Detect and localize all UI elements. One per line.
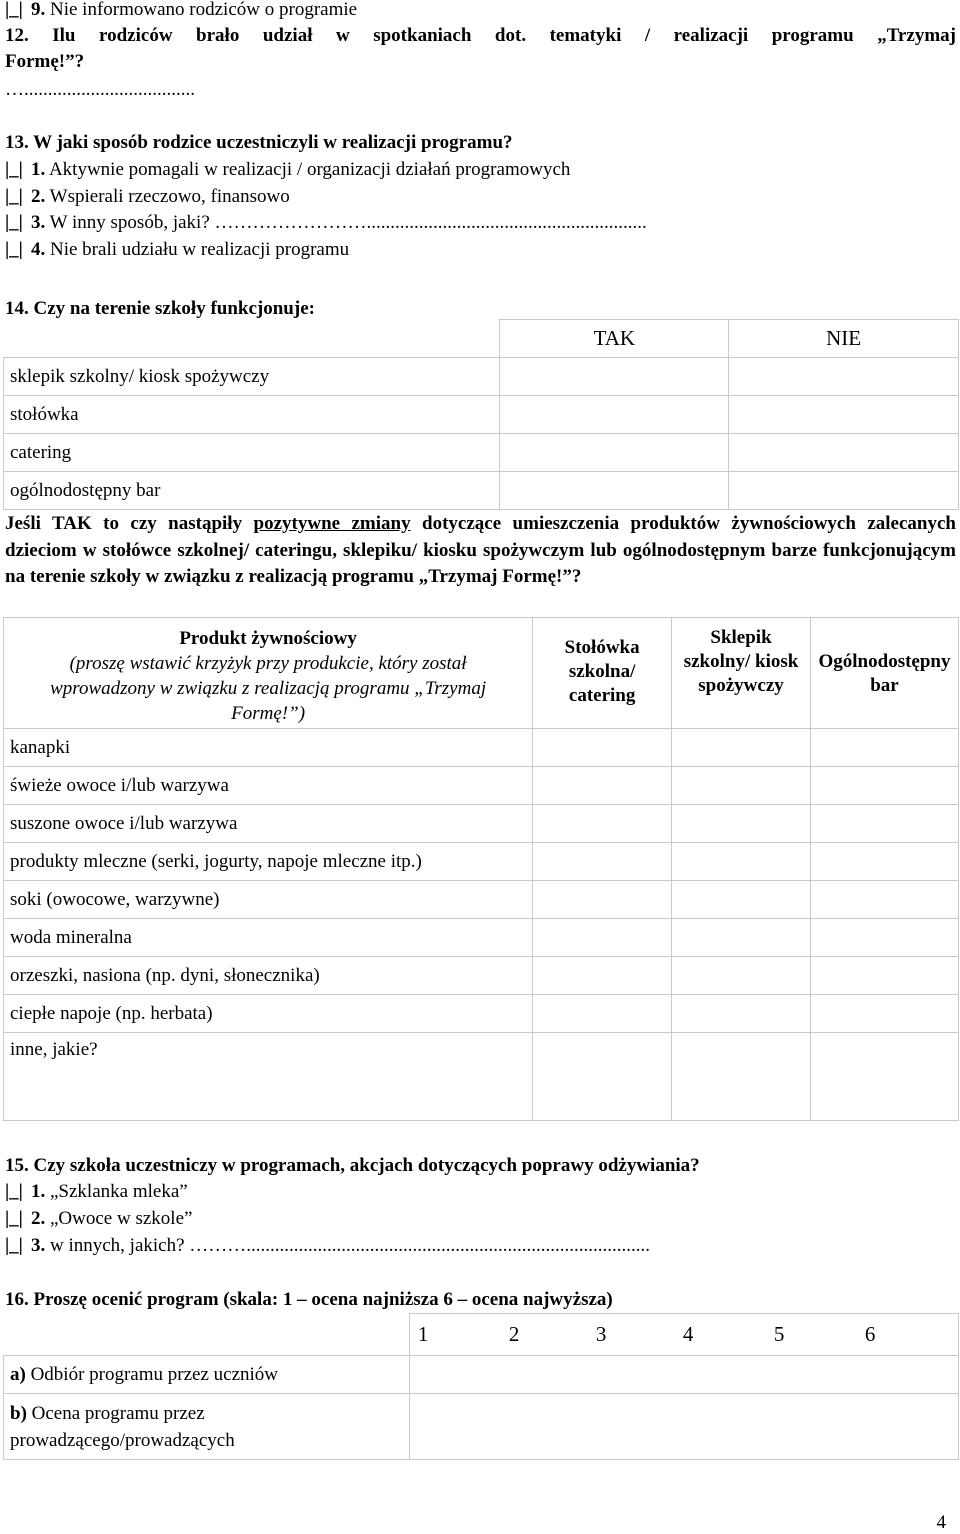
cell-canteen[interactable] [533, 843, 672, 881]
product-label: suszone owoce i/lub warzywa [4, 805, 533, 843]
product-label: soki (owocowe, warzywne) [4, 881, 533, 919]
cell-canteen[interactable] [533, 1033, 672, 1121]
cell-canteen[interactable] [533, 957, 672, 995]
option-number: 1. [31, 1181, 46, 1202]
option-number: 9. [31, 0, 46, 20]
cell-canteen[interactable] [533, 767, 672, 805]
q12-answer-dots[interactable]: ….................................... [5, 79, 195, 100]
q15-option-2 [5, 1207, 192, 1231]
header-product [4, 618, 533, 729]
row-label: catering [4, 434, 500, 472]
header-title: Produkt żywnościowy [179, 628, 357, 649]
checkbox-marker[interactable]: |_| [5, 1235, 23, 1256]
option-number: 2. [31, 186, 46, 207]
product-row [4, 843, 959, 881]
cell-shop[interactable] [672, 729, 811, 767]
product-row [4, 729, 959, 767]
q13-option-3 [5, 211, 647, 235]
option-number: 3. [31, 212, 46, 233]
cell-shop[interactable] [672, 1033, 811, 1121]
cell-bar[interactable] [810, 881, 958, 919]
row-text: Ocena programu przez prowadzącego/prowadzących [10, 1402, 235, 1451]
product-label: inne, jakie? [4, 1033, 533, 1121]
cell-no[interactable] [729, 396, 959, 434]
cell-shop[interactable] [672, 995, 811, 1033]
product-label: produkty mleczne (serki, jogurty, napoje mleczne itp.) [4, 843, 533, 881]
product-label: kanapki [4, 729, 533, 767]
product-label: woda mineralna [4, 919, 533, 957]
product-row [4, 995, 959, 1033]
cell-no[interactable] [729, 358, 959, 396]
cell-shop[interactable] [672, 957, 811, 995]
cell-canteen[interactable] [533, 805, 672, 843]
product-row [4, 767, 959, 805]
cell-shop[interactable] [672, 805, 811, 843]
option-text: Nie informowano rodziców o programie [50, 0, 358, 20]
cell-yes[interactable] [500, 434, 729, 472]
product-row [4, 919, 959, 957]
q13-option-1 [5, 158, 570, 182]
row-text: Odbiór programu przez uczniów [30, 1363, 279, 1385]
q14-row [4, 434, 959, 472]
paragraph-underlined: pozytywne zmiany [253, 513, 411, 534]
row-letter: a) [10, 1363, 26, 1385]
checkbox-marker[interactable]: |_| [5, 1208, 23, 1229]
cell-shop[interactable] [672, 843, 811, 881]
cell-shop[interactable] [672, 919, 811, 957]
cell-yes[interactable] [500, 472, 729, 510]
scale-value[interactable]: 5 [773, 1322, 785, 1346]
scale-value[interactable]: 2 [508, 1322, 520, 1346]
option-text: Aktywnie pomagali w realizacji / organizacji działań programowych [48, 159, 571, 180]
scale-value[interactable]: 1 [417, 1322, 429, 1346]
q16-row-label [4, 1356, 410, 1394]
cell-bar[interactable] [810, 995, 958, 1033]
q12-question [5, 23, 956, 75]
cell-yes[interactable] [500, 358, 729, 396]
checkbox-marker[interactable]: |_| [5, 159, 23, 180]
products-header-row [4, 618, 959, 729]
option-number: 3. [31, 1235, 46, 1256]
row-letter: b) [10, 1402, 27, 1424]
scale-cell [409, 1314, 958, 1356]
q15-option-3 [5, 1234, 650, 1258]
page-number: 4 [936, 1512, 946, 1533]
q16-row [4, 1394, 959, 1460]
col-no: NIE [729, 320, 959, 358]
q16-table [3, 1313, 959, 1460]
q16-row-label [4, 1394, 410, 1460]
checkbox-marker[interactable]: |_| [5, 0, 23, 20]
q16-rating-cell[interactable] [409, 1394, 958, 1460]
q16-rating-cell[interactable] [409, 1356, 958, 1394]
scale-value[interactable]: 4 [682, 1322, 694, 1346]
q13-option-2 [5, 185, 290, 209]
q14-row [4, 472, 959, 510]
followup-paragraph [5, 511, 956, 591]
q16-header-empty [4, 1314, 410, 1356]
col-canteen: Stołówka szkolna/ catering [533, 618, 672, 729]
row-label: ogólnodostępny bar [4, 472, 500, 510]
q16-scale-row [4, 1314, 959, 1356]
product-label: orzeszki, nasiona (np. dyni, słonecznika) [4, 957, 533, 995]
header-note: (proszę wstawić krzyżyk przy produkcie, który został wprowadzony w związku z realizacją programu „Trzymaj Formę!”) [50, 653, 487, 724]
checkbox-marker[interactable]: |_| [5, 212, 23, 233]
q16-row [4, 1356, 959, 1394]
q14-row [4, 396, 959, 434]
q16-question: 16. Proszę ocenić program (skala: 1 – ocena najniższa 6 – ocena najwyższa) [5, 1289, 613, 1310]
cell-no[interactable] [729, 434, 959, 472]
product-row [4, 805, 959, 843]
q12-line2: Formę!”? [5, 51, 85, 72]
scale-value[interactable]: 6 [864, 1322, 876, 1346]
product-label: ciepłe napoje (np. herbata) [4, 995, 533, 1033]
q14-header-row [4, 320, 959, 358]
q14-header-empty [4, 320, 500, 358]
option-text: Wspierali rzeczowo, finansowo [49, 186, 290, 207]
col-bar: Ogólnodostępny bar [810, 618, 958, 729]
cell-shop[interactable] [672, 881, 811, 919]
cell-yes[interactable] [500, 396, 729, 434]
scale-value[interactable]: 3 [595, 1322, 607, 1346]
cell-bar[interactable] [810, 805, 958, 843]
option-text: w innych, jakich? ………..................................................................................... [50, 1235, 651, 1256]
option-text: „Szklanka mleka” [50, 1181, 188, 1202]
option-number: 4. [31, 239, 46, 260]
cell-bar[interactable] [810, 767, 958, 805]
option-text: „Owoce w szkole” [50, 1208, 193, 1229]
col-shop: Sklepik szkolny/ kiosk spożywczy [672, 618, 811, 729]
option-number: 2. [31, 1208, 46, 1229]
checkbox-marker[interactable]: |_| [5, 239, 23, 260]
q14-table [3, 319, 959, 510]
cell-bar[interactable] [810, 919, 958, 957]
products-table [3, 617, 959, 1121]
option-text: W inny sposób, jaki? ……………………........................................................... [49, 212, 647, 233]
q14-question: 14. Czy na terenie szkoły funkcjonuje: [5, 298, 315, 319]
cell-bar[interactable] [810, 729, 958, 767]
q9-option [5, 0, 357, 22]
q12-line1: 12. Ilu rodziców brało udział w spotkaniach dot. tematyki / realizacji programu „Trzymaj [5, 25, 956, 46]
option-text: Nie brali udziału w realizacji programu [50, 239, 350, 260]
cell-no[interactable] [729, 472, 959, 510]
row-label: sklepik szkolny/ kiosk spożywczy [4, 358, 500, 396]
paragraph-part-1: Jeśli TAK to czy nastąpiły [5, 513, 254, 534]
option-number: 1. [31, 159, 46, 180]
product-label: świeże owoce i/lub warzywa [4, 767, 533, 805]
cell-bar[interactable] [810, 1033, 958, 1121]
cell-canteen[interactable] [533, 729, 672, 767]
checkbox-marker[interactable]: |_| [5, 1181, 23, 1202]
product-row [4, 881, 959, 919]
q15-question: 15. Czy szkoła uczestniczy w programach, akcjach dotyczących poprawy odżywiania? [5, 1155, 700, 1176]
cell-canteen[interactable] [533, 995, 672, 1033]
q13-question: 13. W jaki sposób rodzice uczestniczyli w realizacji programu? [5, 132, 513, 153]
q14-row [4, 358, 959, 396]
cell-canteen[interactable] [533, 881, 672, 919]
cell-bar[interactable] [810, 957, 958, 995]
product-row [4, 1033, 959, 1121]
checkbox-marker[interactable]: |_| [5, 186, 23, 207]
q15-option-1 [5, 1180, 188, 1204]
row-label: stołówka [4, 396, 500, 434]
paragraph-part-2: dotyczące umieszczenia produktów żywnościowych zalecanych dzieciom w stołówce szkolnej/ cateringu, sklepiku/ kiosku spożywczym lub ogólnodostępnym barze funkcjonującym na terenie szkoły w związku z realizacją programu „Trzymaj Formę!”? [5, 513, 956, 587]
cell-canteen[interactable] [533, 919, 672, 957]
cell-shop[interactable] [672, 767, 811, 805]
product-row [4, 957, 959, 995]
q13-option-4 [5, 238, 349, 262]
col-yes: TAK [500, 320, 729, 358]
cell-bar[interactable] [810, 843, 958, 881]
